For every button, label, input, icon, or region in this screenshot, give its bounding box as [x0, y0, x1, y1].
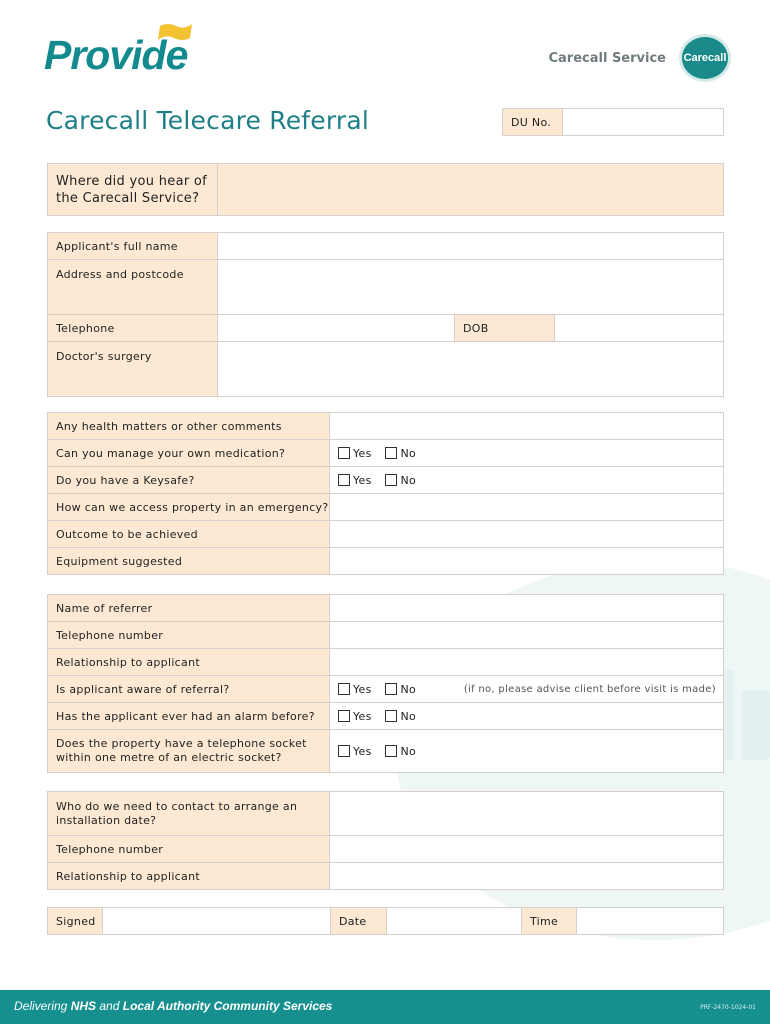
medication-no-checkbox[interactable]	[385, 447, 397, 459]
yes-label: Yes	[353, 709, 372, 723]
installation-telephone-label: Telephone number	[48, 836, 330, 863]
installation-relationship-label: Relationship to applicant	[48, 863, 330, 890]
alarm-before-label: Has the applicant ever had an alarm before?	[48, 703, 330, 730]
installation-contact-label: Who do we need to contact to arrange an installation date?	[48, 792, 330, 836]
health-comments-label: Any health matters or other comments	[48, 413, 330, 440]
emergency-access-label: How can we access property in an emergency?	[48, 494, 330, 521]
aware-note: (if no, please advise client before visit is made)	[463, 684, 716, 696]
installation-telephone-field[interactable]	[330, 836, 724, 863]
telephone-socket-options	[330, 730, 724, 773]
keysafe-options	[330, 467, 724, 494]
dob-label: DOB	[455, 315, 555, 342]
referral-aware-options	[330, 676, 724, 703]
medication-yes-checkbox[interactable]	[338, 447, 350, 459]
carecall-badge: Carecall	[679, 34, 731, 82]
applicant-name-field[interactable]	[218, 233, 724, 260]
equipment-label: Equipment suggested	[48, 548, 330, 575]
background-bar	[742, 690, 770, 760]
signed-label: Signed	[48, 908, 103, 935]
alarm-yes-checkbox[interactable]	[338, 710, 350, 722]
equipment-field[interactable]	[330, 548, 724, 575]
alarm-before-options	[330, 703, 724, 730]
referral-aware-label: Is applicant aware of referral?	[48, 676, 330, 703]
telephone-field[interactable]	[218, 315, 455, 342]
applicant-name-label: Applicant's full name	[48, 233, 218, 260]
address-field[interactable]	[218, 260, 724, 315]
yes-label: Yes	[353, 682, 372, 696]
alarm-no-checkbox[interactable]	[385, 710, 397, 722]
medication-options	[330, 440, 724, 467]
socket-yes-checkbox[interactable]	[338, 745, 350, 757]
footer-document-code: PRF-2470-1024-01	[700, 1004, 756, 1011]
aware-yes-checkbox[interactable]	[338, 683, 350, 695]
signed-field[interactable]	[103, 908, 331, 935]
referrer-table	[47, 594, 724, 773]
yes-label: Yes	[353, 744, 372, 758]
no-label: No	[400, 682, 417, 696]
signature-table	[47, 907, 724, 935]
outcome-field[interactable]	[330, 521, 724, 548]
hear-about-table	[47, 163, 724, 216]
health-comments-field[interactable]	[330, 413, 724, 440]
telephone-label: Telephone	[48, 315, 218, 342]
doctor-surgery-field[interactable]	[218, 342, 724, 397]
du-number-table	[502, 108, 724, 136]
footer-tagline: Delivering NHS and Local Authority Community Services	[14, 999, 333, 1013]
health-table	[47, 412, 724, 575]
keysafe-no-checkbox[interactable]	[385, 474, 397, 486]
dob-field[interactable]	[555, 315, 724, 342]
referrer-telephone-label: Telephone number	[48, 622, 330, 649]
installation-table	[47, 791, 724, 890]
time-field[interactable]	[577, 908, 724, 935]
hear-about-field[interactable]	[218, 164, 724, 216]
address-label: Address and postcode	[48, 260, 218, 315]
du-number-label: DU No.	[503, 109, 563, 136]
installation-relationship-field[interactable]	[330, 863, 724, 890]
referrer-name-label: Name of referrer	[48, 595, 330, 622]
no-label: No	[400, 744, 417, 758]
page-title: Carecall Telecare Referral	[46, 106, 370, 135]
keysafe-label: Do you have a Keysafe?	[48, 467, 330, 494]
yes-label: Yes	[353, 473, 372, 487]
date-label: Date	[331, 908, 387, 935]
no-label: No	[400, 446, 417, 460]
hear-about-label: Where did you hear of the Carecall Service?	[48, 164, 218, 216]
no-label: No	[400, 473, 417, 487]
applicant-table	[47, 232, 724, 397]
doctor-surgery-label: Doctor's surgery	[48, 342, 218, 397]
referrer-name-field[interactable]	[330, 595, 724, 622]
time-label: Time	[522, 908, 577, 935]
keysafe-yes-checkbox[interactable]	[338, 474, 350, 486]
no-label: No	[400, 709, 417, 723]
aware-no-checkbox[interactable]	[385, 683, 397, 695]
referrer-relationship-field[interactable]	[330, 649, 724, 676]
referrer-telephone-field[interactable]	[330, 622, 724, 649]
outcome-label: Outcome to be achieved	[48, 521, 330, 548]
telephone-socket-label: Does the property have a telephone socket within one metre of an electric socket?	[48, 730, 330, 773]
installation-contact-field[interactable]	[330, 792, 724, 836]
socket-no-checkbox[interactable]	[385, 745, 397, 757]
date-field[interactable]	[387, 908, 522, 935]
referrer-relationship-label: Relationship to applicant	[48, 649, 330, 676]
du-number-field[interactable]	[563, 109, 724, 136]
emergency-access-field[interactable]	[330, 494, 724, 521]
yes-label: Yes	[353, 446, 372, 460]
service-label: Carecall Service	[548, 51, 666, 66]
medication-label: Can you manage your own medication?	[48, 440, 330, 467]
provide-logo: Provide	[44, 32, 188, 78]
